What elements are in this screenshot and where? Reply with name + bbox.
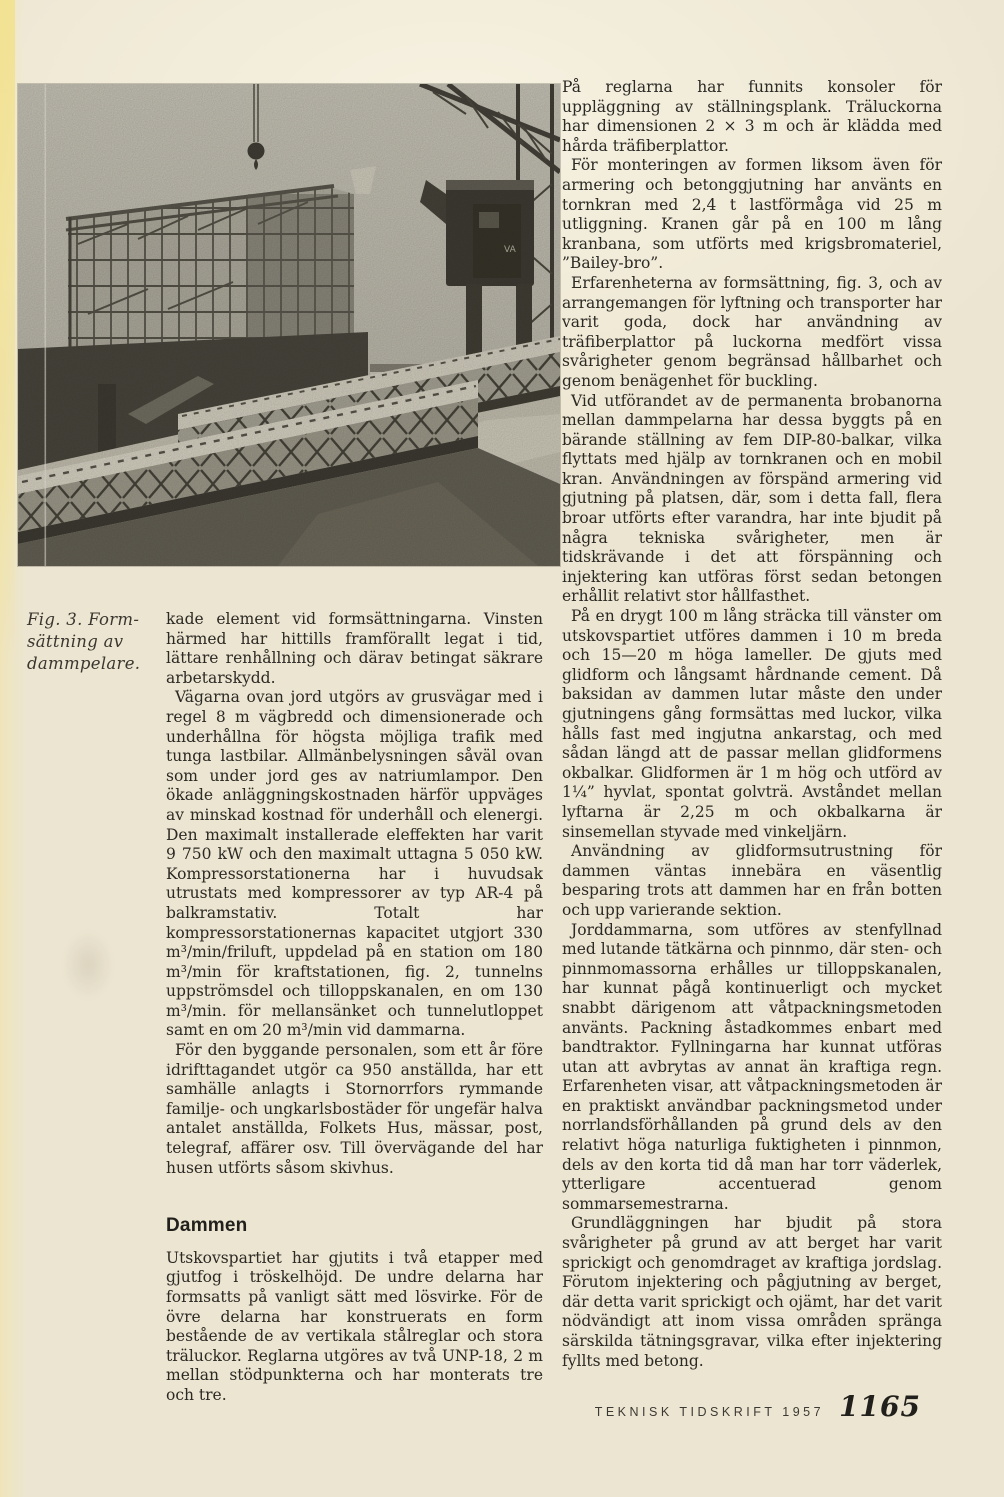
paragraph: Utskovspartiet har gjutits i två etapper med gjutfog i tröskelhöjd. De undre delarna har formsatts på vanligt sätt med lösvirke. För de övre delarna har konstruerats en form bestående de av vertikala stålreglar och stora träluckor. Reglarna utgöres av två UNP-18, 2 m mellan stödpunkterna och har monterats tre och tre. [166, 1248, 543, 1402]
page-number: 1165 [839, 1390, 921, 1423]
caption-line: Fig. 3. Form- [27, 610, 140, 629]
paragraph: Erfarenheterna av formsättning, fig. 3, och av arrangemangen för lyftning och transporter har varit goda, dock har användning av träfiberplattor på luckorna medfört vissa svårigheter genom begränsad hållbarhet och genom benägenhet för buckling. [562, 273, 942, 390]
paragraph: På en drygt 100 m lång sträcka till vänster om utskovspartiet utföres dammen i 10 m breda och 15—20 m höga lameller. De gjuts med glidform och långsamt hårdnande cement. Då baksidan av dammen lutar måste den under gjutningens gång formsättas med luckor, vilka hålls fast med ingjutna ankarstag, och med sådan längd att de passar mellan glidformens okbalkar. Glidformen är 1 m hög och utförd av 1¼” hyvlat, spontat golvträ. Avståndet mellan lyftarna är 2,25 m och okbalkarna är sinsemellan styvade med vinkeljärn. [562, 607, 942, 841]
paragraph: Användning av glidformsutrustning för dammen väntas innebära en väsentlig besparing trots att dammen har en från botten och upp varierande sektion. [562, 842, 942, 919]
paragraph: För den byggande personalen, som ett år före idrifttagandet utgör ca 950 anställda, har ett samhälle anlagts i Stornorrfors rymmande familje- och ungkarlsbostäder för ungefär halva antalet anställda, Folkets Hus, mässar, post, telegraf, affärer osv. Till övervägande del har husen utförts såsom skivhus. [166, 1041, 543, 1177]
paragraph: kade element vid formsättningarna. Vinsten härmed har hittills framförallt legat i tid, lättare renhållning och därav betingat säkrare arbetarskydd. [166, 610, 543, 687]
paragraph: Vägarna ovan jord utgörs av grusvägar med i regel 8 m vägbredd och dimensionerade och underhållna för högsta möjliga trafik med tunga lastbilar. Allmänbelysningen såväl ovan som under jord ges av natriumlampor. Den ökade anläggningskostnaden härför uppväges av minskad kostnad för underhåll och elenergi. Den maximalt installerade eleffekten har varit 9 750 kW och den maximalt uttagna 5 050 kW. Kompressorstationerna har i huvudsak utrustats med kompressorer av typ AR-4 på balkramstativ. Totalt har kompressorstationernas kapacitet utgjort 330 m³/min/friluft, uppdelad på en station om 180 m³/min för kraftstationen, fig. 2, tunnelns uppströmsdel och tilloppskanalen, en om 130 m³/min. för mellansänket och tunnelutloppet samt en om 20 m³/min vid dammarna. [166, 688, 543, 1040]
paragraph: För monteringen av formen liksom även för armering och betonggjutning har använts en tornkran med 2,4 t lastförmåga vid 25 m utliggning. Kranen går på en 100 m lång kranbana, som utförts med krigsbromateriel, ”Bailey-bro”. [562, 156, 942, 273]
paragraph: Vid utförandet av de permanenta brobanorna mellan dammpelarna har dessa byggts på en bärande ställning av fem DIP-80-balkar, vilka flyttats med hjälp av tornkranen och en mobil kran. Användningen av förspänd armering vid gjutning på platsen, där, som i detta fall, flera broar utförts efter varandra, har inte bjudit på några tekniska svårigheter, men är tidskrävande i det att förspänning och injektering kan utföras först sedan betongen erhållit relativt stor hållfasthet. [562, 391, 942, 606]
paragraph: Grundläggningen har bjudit på stora svårigheter på grund av att berget har varit sprickigt och genomdraget av kraftiga jordslag. Förutom injektering och pågjutning av berget, där detta varit sprickigt och ojämt, har det varit nödvändigt att inom vissa områden spränga särskilda tätningsgravar, vilka efter injektering fyllts med betong. [562, 1214, 942, 1370]
page-edge-tint [0, 0, 15, 660]
right-column [562, 78, 942, 1392]
construction-photo-illustration [18, 84, 560, 566]
journal-name: TEKNISK TIDSKRIFT 1957 [594, 1405, 825, 1419]
crane-cab-marking: VA [504, 245, 516, 255]
caption-line: sättning av [27, 632, 124, 651]
page-footer [595, 1390, 921, 1423]
figure-caption [27, 609, 157, 675]
left-column [166, 610, 543, 1402]
figure-photo [18, 84, 560, 566]
paragraph: Jorddammarna, som utföres av stenfyllnad med lutande tätkärna och pinnmo, där sten- och pinnmomassorna erhålles ur tilloppskanalen, har kunnat pågå kontinuerligt och mycket snabbt därigenom att våtpackningsmetoden använts. Packning åstadkommes enbart med bandtraktor. Fyllningarna har kunnat utföras utan att avbrytas av annat än kraftiga regn. Erfarenheten visar, att våtpackningsmetoden är en praktiskt användbar packningsmetod under norrlandsförhållanden på grund dels av den relativt höga naturliga fuktigheten i pinnmon, dels av den korta tid då man har torr väderlek, ytterligare accentuerad genom sommarsemestrarna. [562, 920, 942, 1213]
paper-smudge [62, 930, 114, 1000]
caption-line: dammpelare. [27, 654, 141, 673]
paragraph: På reglarna har funnits konsoler för uppläggning av ställningsplank. Träluckorna har dimensionen 2 × 3 m och är klädda med hårda träfiberplattor. [562, 78, 942, 155]
section-heading: Dammen [166, 1215, 248, 1237]
